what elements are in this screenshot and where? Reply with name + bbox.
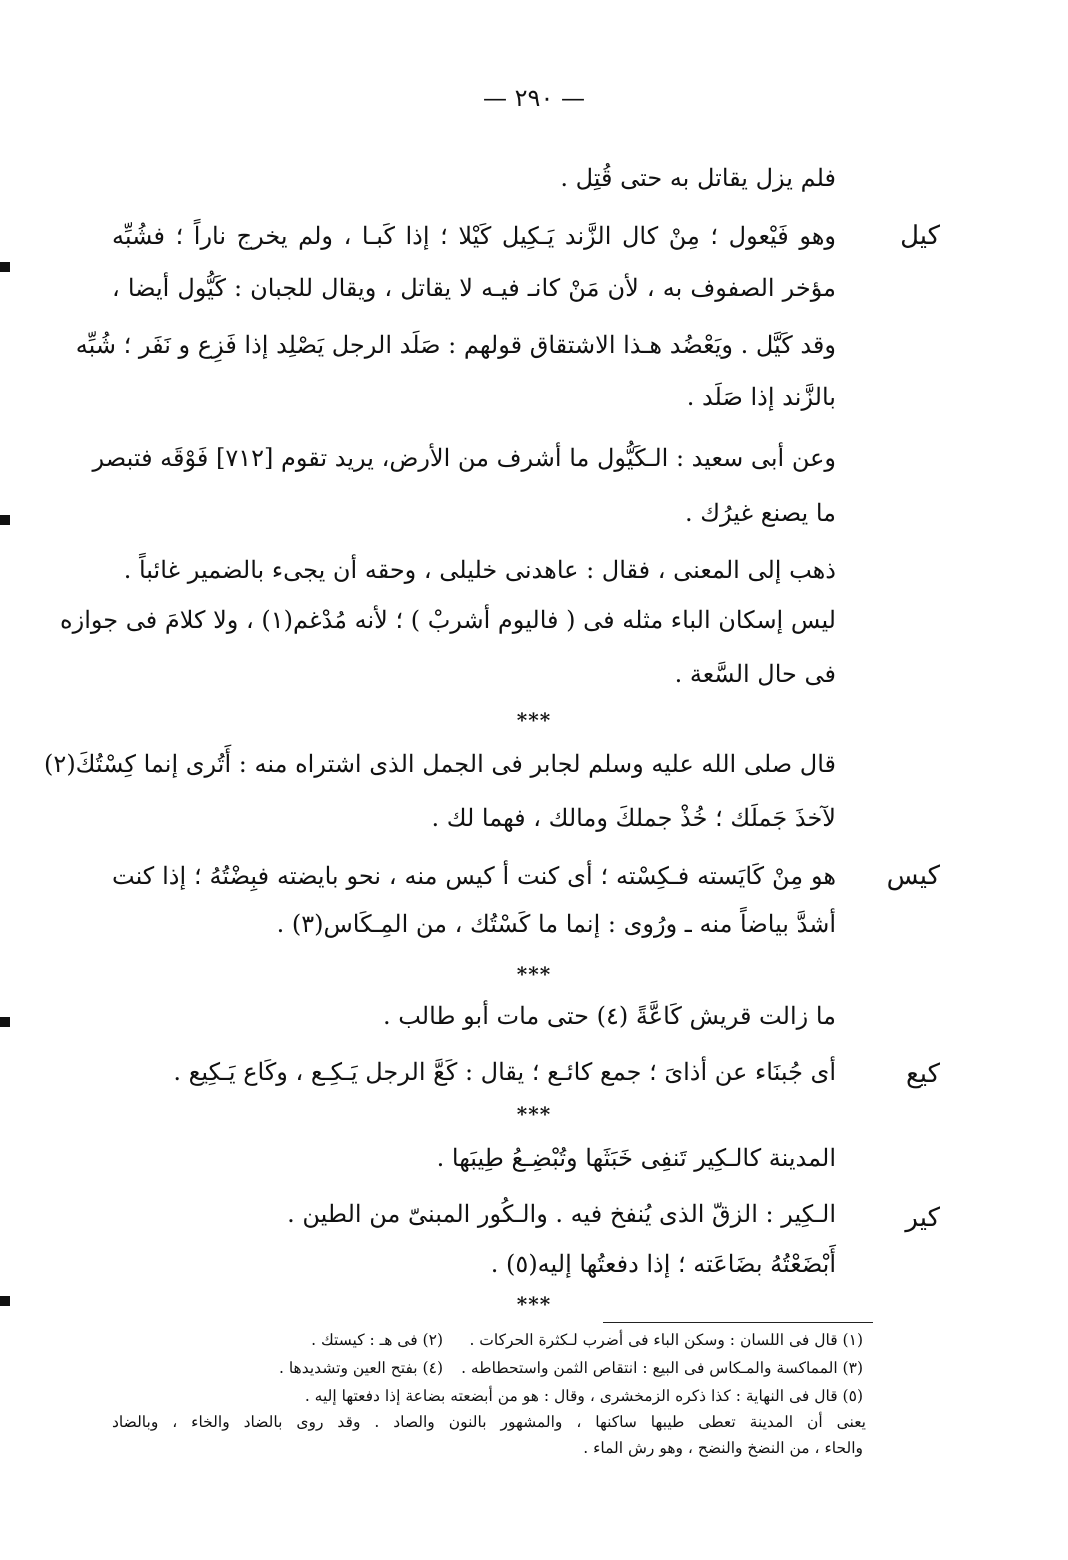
section-separator: *** [516, 708, 552, 732]
text-line: لآخذَ جَملَك ؛ خُذْ جملكَ ومالك ، فهما لك . [431, 804, 836, 832]
footnote-5-continued: يعنى أن المدينة تعطى طيبها ساكنها ، والمشهور بالنون والصاد . وقد روى بالضاد والخاء ، وبالضاد [112, 1413, 866, 1431]
text-line: هو مِنْ كَايَسته فـكِسْته ؛ أى كنت أ كيس منه ، نحو بايضته فبِضْتُهُ ؛ إذا كنت [112, 862, 836, 890]
footnote-row [112, 1328, 863, 1352]
text-line: ما يصنع غيرُك . [684, 499, 836, 527]
scan-edge-mark [0, 515, 10, 525]
text-line: الـكِير : الزقّ الذى يُنفخ فيه . والـكُور المبنىّ من الطين . [287, 1200, 836, 1228]
scan-edge-mark [0, 1017, 10, 1027]
text-line: وعن أبى سعيد : الـكَيُّول ما أشرف من الأرض، يريد تقوم [٧١٢] فَوْقَه فتبصر [92, 444, 836, 472]
entry-keyword-kay: كيع [905, 1059, 940, 1089]
footnote-rule [603, 1322, 873, 1323]
footnote-2: (٢) فى هـ : كيستك . [311, 1331, 443, 1349]
entry-keyword-kayl: كيل [900, 221, 940, 251]
text-line: أشدَّ بياضاً منه ـ ورُوى : إنما ما كَسْتُك ، من المِـكَاس(٣) . [276, 910, 836, 938]
text-line: ما زالت قريش كَاعَّةً (٤) حتى مات أبو طالب . [382, 1002, 836, 1030]
footnote-5: (٥) قال فى النهاية : كذا ذكره الزمخشرى ، وقال : هو من أبضعته بضاعة إذا دفعتها إليه . [304, 1387, 863, 1405]
text-line: فى حال السَّعة . [674, 660, 836, 688]
text-line: بالزَّند إذا صَلَد . [686, 383, 836, 411]
text-line: أَبْضَعْتُهُ بضَاعَته ؛ إذا دفعتُها إليه(٥) . [490, 1250, 836, 1278]
entry-keyword-kir: كير [905, 1203, 940, 1233]
scan-edge-mark [0, 1296, 10, 1306]
footnote-row [112, 1356, 863, 1380]
text-line: ليس إسكان الباء مثله فى ( فاليوم أشربْ ) ؛ لأنه مُدْغم(١) ، ولا كلامَ فى جوازه [60, 606, 836, 634]
footnote-5-continued: والحاء ، من النضخ والنضح ، وهو رش الماء . [583, 1439, 863, 1457]
text-line: وقد كَيَّل . ويَعْضُد هـذا الاشتقاق قولهم : صَلَد الرجل يَصْلِد إذا فَزِع و نَفَر ؛ شُبِّه [75, 331, 836, 359]
section-separator: *** [516, 962, 552, 986]
text-line: المدينة كالـكِير تَنفِى خَبَثَها وتُبْضِـعُ طِيبَها . [436, 1144, 836, 1172]
footnote-3: (٣) المماكسة والمـكاس فى البيع : انتقاص الثمن واستحطاطه . [461, 1359, 863, 1377]
text-line: قال صلى الله عليه وسلم لجابر فى الجمل الذى اشتراه منه : أَتُرى إنما كِسْتُكَ(٢) [44, 750, 836, 778]
text-line: ذهب إلى المعنى ، فقال : عاهدنى خليلى ، وحقه أن يجىء بالضمير غائباً . [123, 556, 836, 584]
section-separator: *** [516, 1292, 552, 1316]
text-line: مؤخر الصفوف به ، لأن مَنْ كانـ فيـه لا يقاتل ، ويقال للجبان : كَيُّول أيضا ، [112, 274, 836, 302]
text-line: فلم يزل يقاتل به حتى قُتِل . [560, 164, 836, 192]
footnote-1: (١) قال فى اللسان : وسكن الباء فى أضرب لـكثرة الحركات . [469, 1331, 863, 1349]
footnote-4: (٤) بفتح العين وتشديدها . [278, 1359, 443, 1377]
text-line: وهو فَيْعول ؛ مِنْ كال الزَّند يَـكِيل كَيْلا ؛ إذا كَبـا ، ولم يخرج ناراً ؛ فشُبِّه [112, 222, 836, 250]
section-separator: *** [516, 1102, 552, 1126]
text-line: أى جُبنَاء عن أذاىَ ؛ جمع كائـع ؛ يقال : كَعَّ الرجل يَـكِـع ، وكَاع يَـكِيع . [173, 1058, 836, 1086]
scan-edge-mark [0, 262, 10, 272]
page-number: — ٢٩٠ — [483, 84, 585, 112]
entry-keyword-kays: كيس [886, 861, 940, 891]
